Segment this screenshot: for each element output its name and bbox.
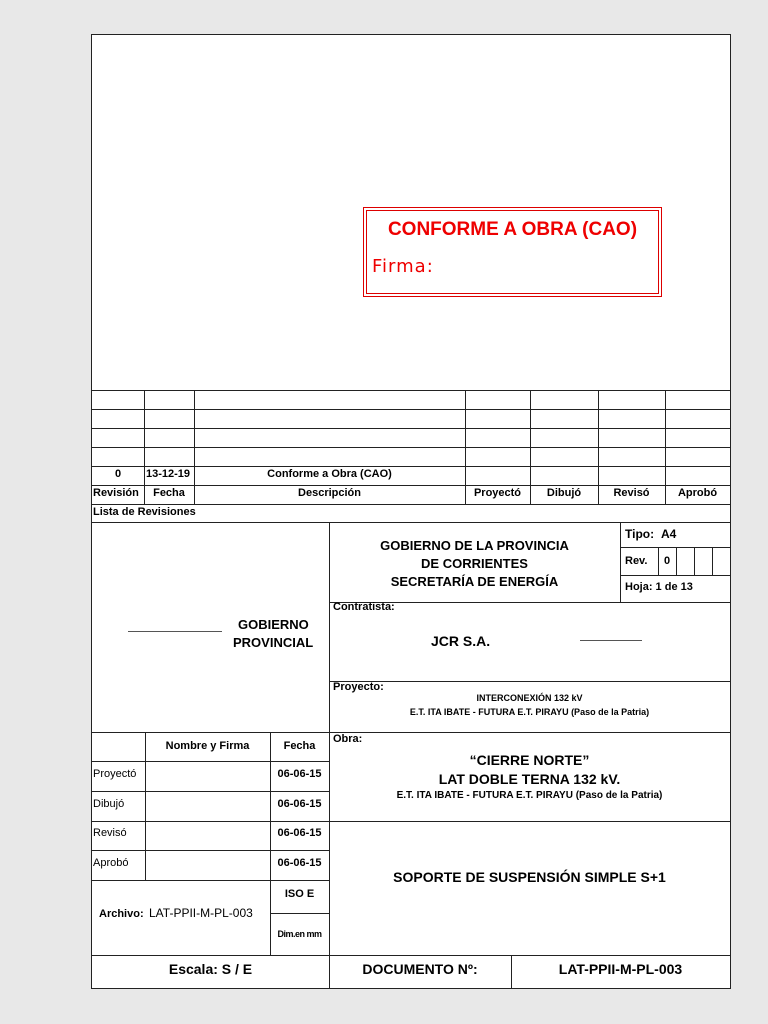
section-line [329, 681, 730, 682]
tipo-value: A4 [661, 527, 677, 541]
contractor-label: Contratista: [333, 601, 395, 613]
project-line2: E.T. ITA IBATE - FUTURA E.T. PIRAYU (Paso de la Patria) [409, 707, 650, 717]
rev-line [92, 522, 730, 523]
rev-value: 0 [663, 555, 671, 567]
rev-header-approved: Aprobó [677, 487, 718, 499]
rev-header-description: Descripción [298, 487, 361, 499]
rev-header-project: Proyectó [473, 487, 522, 499]
rev-line [92, 409, 730, 410]
sig-role-project: Proyectó [93, 768, 137, 780]
sig-date-drew: 06-06-15 [277, 798, 322, 810]
sig-role-revised: Revisó [93, 827, 127, 839]
scale-label: Escala: S / E [168, 961, 253, 977]
sig-header-name: Nombre y Firma [165, 740, 250, 752]
section-line [329, 732, 730, 733]
sig-line [92, 821, 329, 822]
obra-subtitle: LAT DOBLE TERNA 132 kV. [438, 771, 621, 787]
drawing-title: SOPORTE DE SUSPENSIÓN SIMPLE S+1 [393, 869, 666, 885]
document-label: DOCUMENTO Nº: [362, 961, 478, 977]
rev-row-number: 0 [114, 468, 122, 480]
info-col-line [620, 522, 621, 602]
section-line [329, 821, 730, 822]
contractor-name: JCR S.A. [431, 633, 491, 649]
sig-role-drew: Dibujó [93, 798, 125, 810]
sig-col-line [145, 732, 146, 880]
rev-line [92, 485, 730, 486]
obra-line3: E.T. ITA IBATE - FUTURA E.T. PIRAYU (Paso de la Patria) [396, 790, 663, 801]
file-value: LAT-PPII-M-PL-003 [149, 906, 253, 920]
sig-date-revised: 06-06-15 [277, 827, 322, 839]
stamp-title: CONFORME A OBRA (CAO) [387, 219, 638, 240]
drawing-sheet [91, 34, 731, 989]
authority-line1: GOBIERNO DE LA PROVINCIA [380, 538, 569, 553]
rev-line [92, 466, 730, 467]
dimensions-unit: Dim.en mm [277, 929, 322, 939]
info-line [620, 547, 730, 548]
rev-list-label: Lista de Revisiones [93, 506, 196, 518]
rev-line [92, 504, 730, 505]
rev-line [92, 447, 730, 448]
rev-box-line [694, 547, 695, 575]
authority-line2: DE CORRIENTES [421, 556, 528, 571]
project-line1: INTERCONEXIÓN 132 kV [476, 693, 583, 703]
sig-date-approved: 06-06-15 [277, 857, 322, 869]
sig-line [92, 761, 329, 762]
info-line [620, 575, 730, 576]
rev-box-line [676, 547, 677, 575]
obra-label: Obra: [333, 733, 363, 745]
file-label: Archivo: [99, 908, 144, 920]
sig-col-line [270, 732, 271, 955]
sig-line [92, 880, 329, 881]
rev-row-date: 13-12-19 [146, 468, 191, 480]
sig-line [92, 732, 329, 733]
rev-header-drew: Dibujó [546, 487, 582, 499]
cao-stamp [363, 207, 662, 297]
rev-header-revision: Revisión [93, 487, 139, 499]
rev-label: Rev. [625, 555, 648, 567]
gov-line1: GOBIERNO [238, 617, 309, 632]
iso-standard: ISO E [284, 888, 315, 900]
gov-line2: PROVINCIAL [233, 635, 314, 650]
rev-line [92, 428, 730, 429]
footer-line [92, 955, 730, 956]
sig-line [92, 850, 329, 851]
document-number: LAT-PPII-M-PL-003 [558, 961, 683, 977]
sig-header-date: Fecha [283, 740, 316, 752]
sheet-count: Hoja: 1 de 13 [625, 581, 693, 593]
rev-header-date: Fecha [153, 487, 185, 499]
obra-title: “CIERRE NORTE” [469, 752, 590, 768]
authority-line3: SECRETARÍA DE ENERGÍA [390, 574, 559, 589]
signature-line [128, 631, 222, 632]
project-label: Proyecto: [333, 681, 384, 693]
rev-box-line [712, 547, 713, 575]
contractor-signature-line [580, 640, 642, 641]
stamp-signature-label: Firma: [372, 256, 434, 277]
rev-row-description: Conforme a Obra (CAO) [267, 468, 392, 480]
sig-date-project: 06-06-15 [277, 768, 322, 780]
sig-line [92, 791, 329, 792]
sig-role-approved: Aprobó [93, 857, 129, 869]
tipo-label: Tipo: [625, 527, 655, 541]
rev-table-top-line [92, 390, 730, 391]
rev-header-revised: Revisó [613, 487, 650, 499]
iso-line [270, 913, 329, 914]
